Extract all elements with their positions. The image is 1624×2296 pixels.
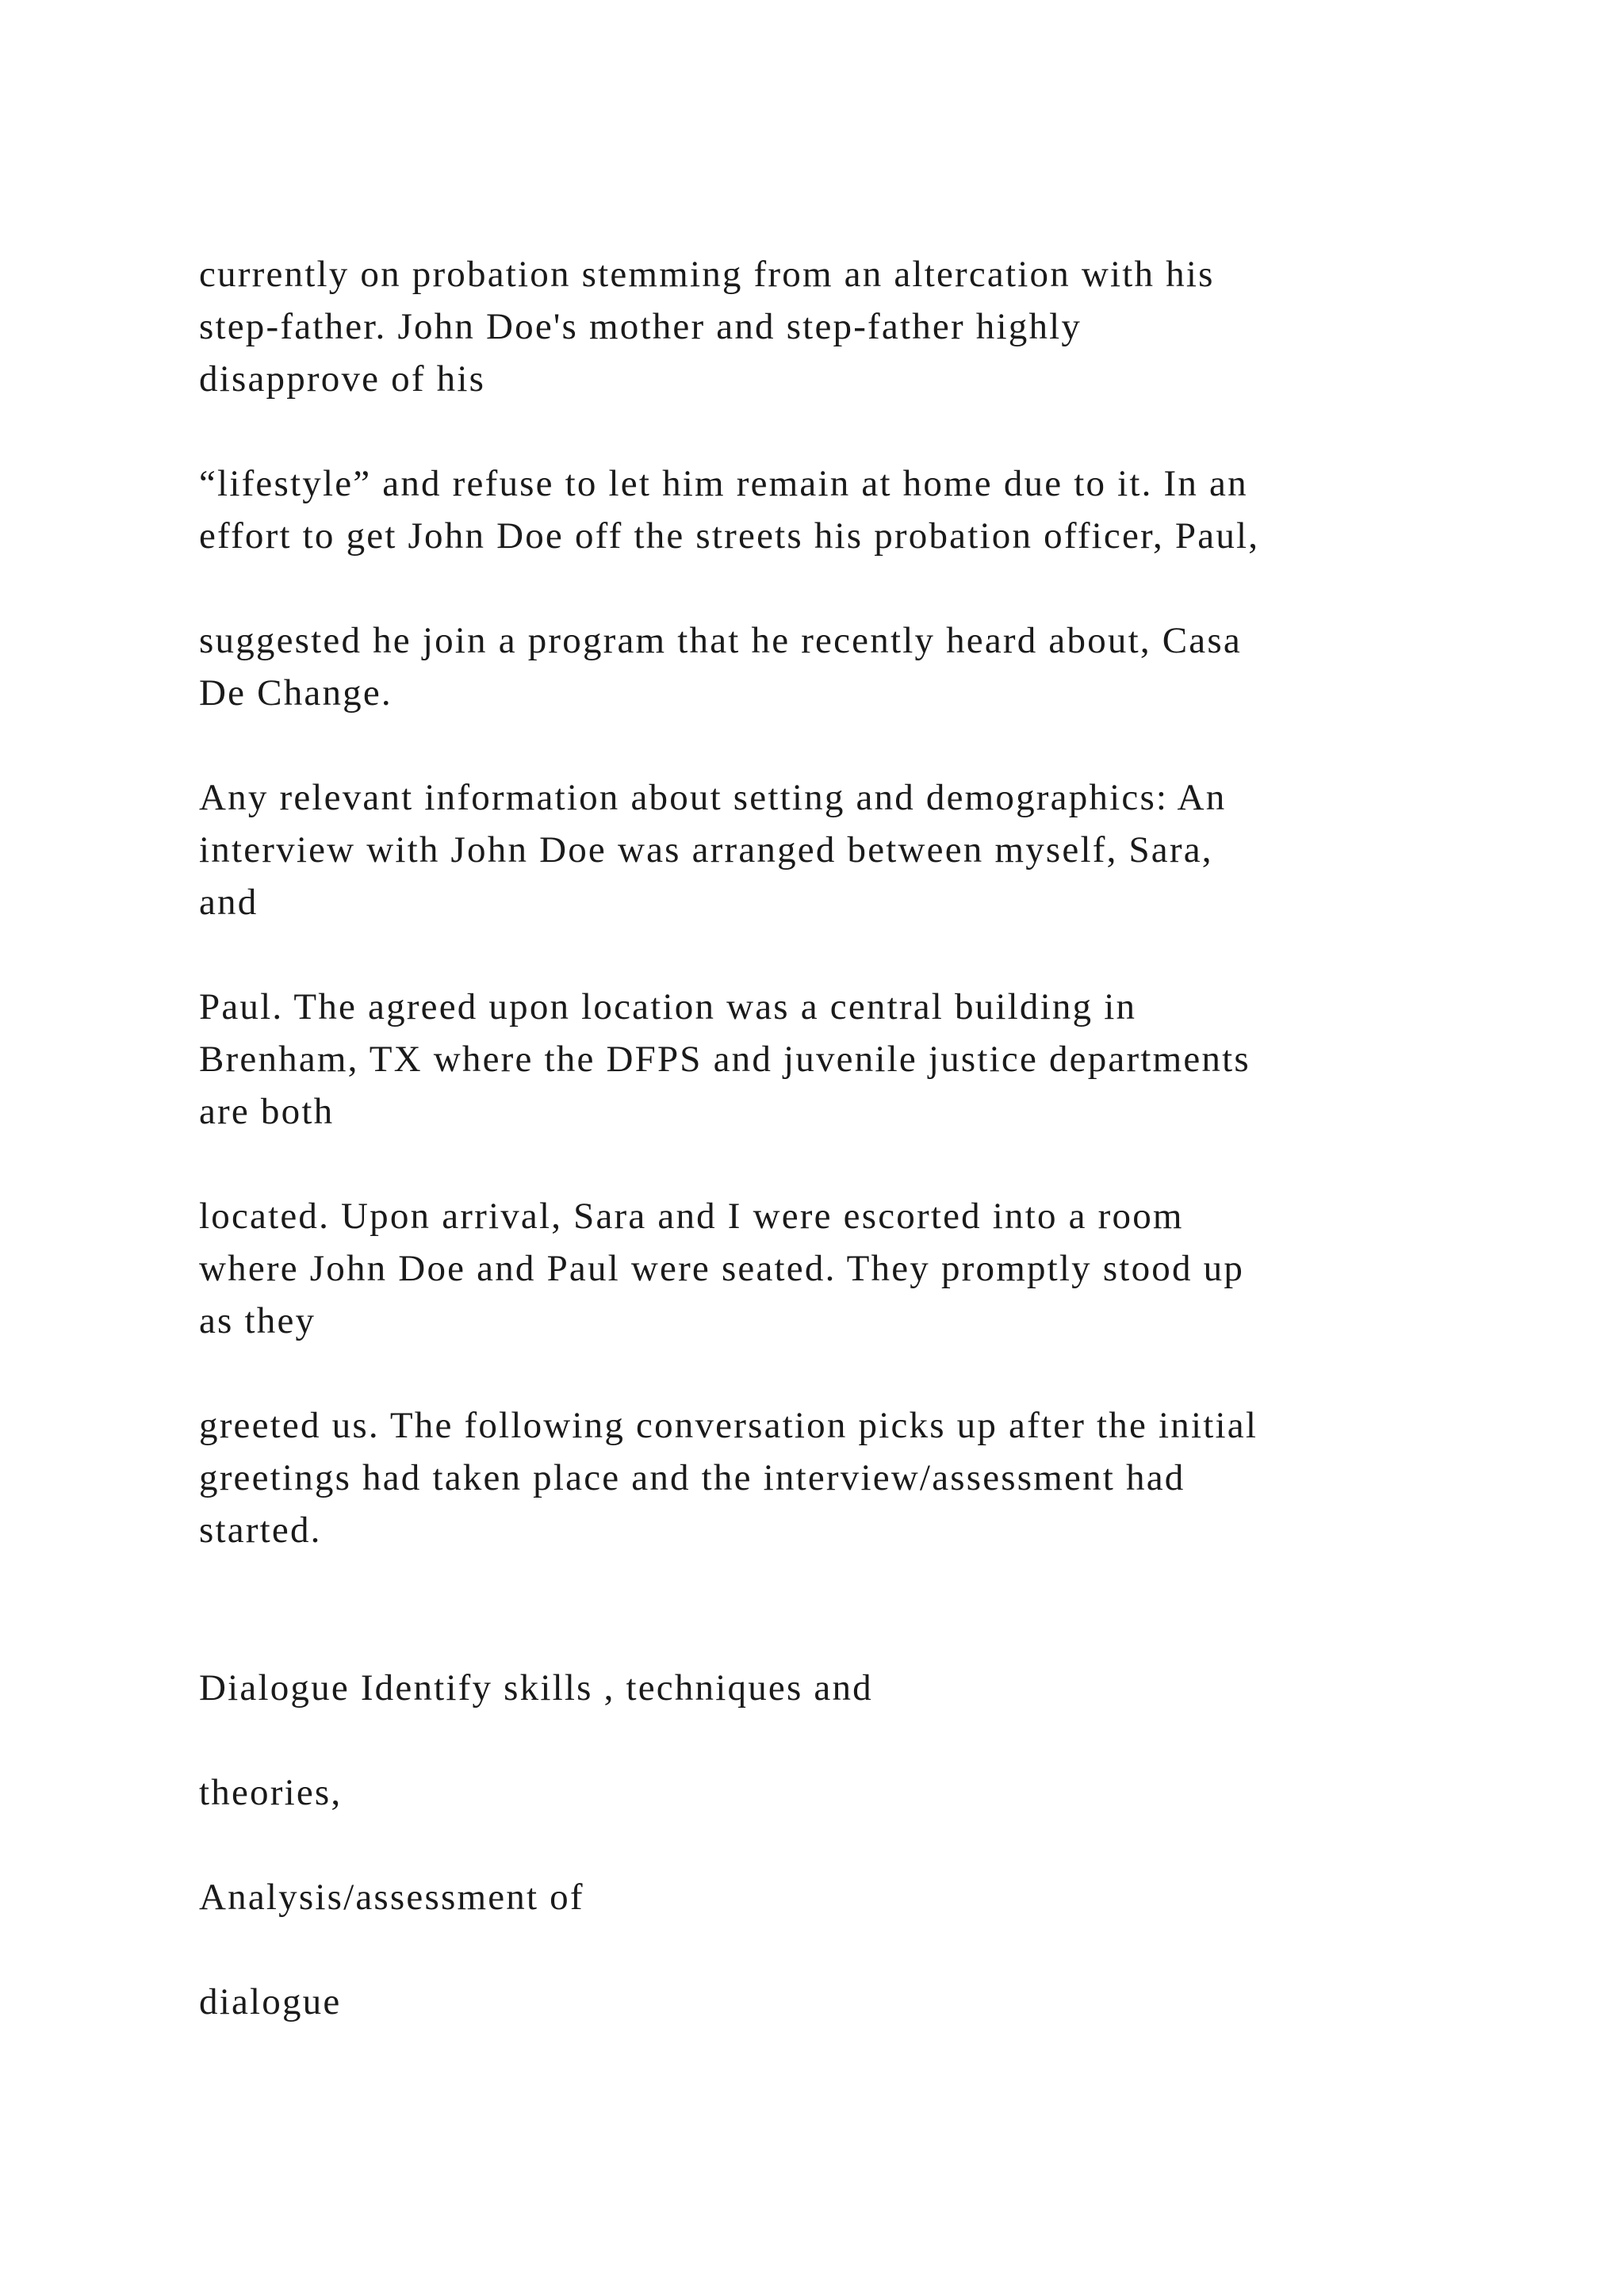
paragraph-probation: currently on probation stemming from an altercation with his step-father. John Doe's mother and step-father highly disapprove of his: [199, 254, 1215, 400]
paragraph-location: Paul. The agreed upon location was a central building in Brenham, TX where the DFPS and juvenile justice departments are both: [199, 986, 1251, 1132]
heading-dialogue-end: dialogue: [199, 1981, 342, 2022]
heading-theories: theories,: [199, 1772, 343, 1813]
heading-analysis: Analysis/assessment of: [199, 1877, 584, 1918]
heading-dialogue: Dialogue Identify skills , techniques and: [199, 1667, 873, 1709]
paragraph-setting: Any relevant information about setting and demographics: An interview with John Doe was arranged between myself, Sara, and: [199, 777, 1227, 923]
paragraph-arrival: located. Upon arrival, Sara and I were escorted into a room where John Doe and Paul were seated. They promptly stood up as they: [199, 1196, 1245, 1341]
paragraph-program: suggested he join a program that he recently heard about, Casa De Change.: [199, 620, 1242, 714]
paragraph-lifestyle: “lifestyle” and refuse to let him remain at home due to it. In an effort to get John Doe off the streets his probation officer, Paul,: [199, 463, 1260, 557]
paragraph-greeting: greeted us. The following conversation picks up after the initial greetings had taken place and the interview/assessment had started.: [199, 1405, 1258, 1551]
